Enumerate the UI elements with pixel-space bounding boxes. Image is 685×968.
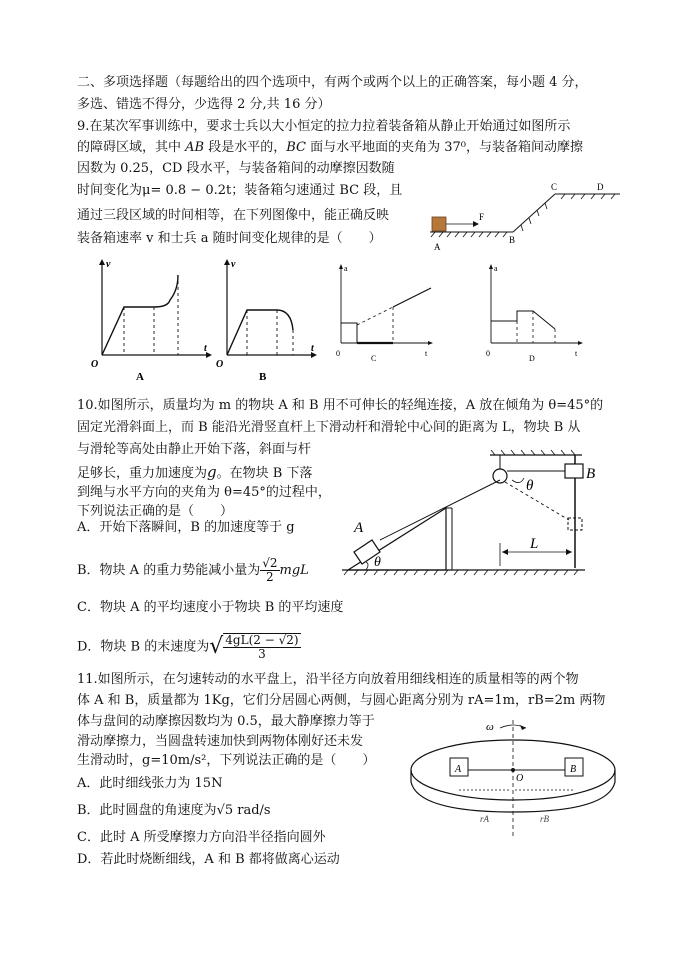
svg-text:0: 0 <box>336 349 340 358</box>
section-title-line2: 多选、错选不得分，少选得 2 分,共 16 分） <box>77 97 331 112</box>
q11-option-d: D．若此时烧断细线，A 和 B 都将做离心运动 <box>77 852 340 867</box>
svg-text:D: D <box>597 182 604 192</box>
svg-text:t: t <box>311 343 314 354</box>
q11-turntable-diagram <box>408 718 623 838</box>
q11-line2: 体 A 和 B，质量都为 1Kg，它们分居圆心两侧，与圆心距离分别为 rA=1m，rB=2m 两物 <box>77 693 606 708</box>
svg-text:B: B <box>586 466 596 482</box>
q9-graph-b <box>213 255 323 385</box>
svg-text:B: B <box>509 235 516 245</box>
q9-graph-d <box>483 263 588 363</box>
pulley <box>493 469 507 483</box>
q9-line4: 时间变化为μ= 0.8 − 0.2t；装备箱匀速通过 BC 段，且 <box>77 183 403 198</box>
svg-text:A: A <box>455 764 462 775</box>
q9-formula: μ= 0.8 − 0.2t <box>142 183 232 198</box>
svg-text:θ: θ <box>526 478 534 494</box>
q10-line1: 10.如图所示，质量均为 m 的物块 A 和 B 用不可伸长的轻绳连接，A 放在倾角为 θ=45°的 <box>77 398 604 413</box>
q10-line3: 与滑轮等高处由静止开始下落，斜面与杆 <box>77 442 312 457</box>
svg-text:t: t <box>425 349 428 358</box>
q10-line6: 下列说法正确的是（ ） <box>77 504 234 519</box>
q10-line2: 固定光滑斜面上，而 B 能沿光滑竖直杆上下滑动杆和滑轮中心间的距离为 L，物块 B 从 <box>77 420 581 435</box>
q9-line5: 通过三段区域的时间相等，在下列图像中，能正确反映 <box>77 208 390 223</box>
svg-text:L: L <box>530 536 539 552</box>
svg-text:rA: rA <box>480 814 489 824</box>
svg-text:D: D <box>529 354 535 363</box>
q10-incline-pulley-diagram <box>340 448 600 578</box>
q9-graph-a <box>88 255 218 385</box>
svg-text:v: v <box>231 259 236 270</box>
svg-text:B: B <box>570 764 577 775</box>
block-b <box>565 464 583 478</box>
q10-option-c: C．物块 A 的平均速度小于物块 B 的平均速度 <box>77 600 344 615</box>
svg-text:A: A <box>136 371 144 383</box>
svg-text:v: v <box>106 259 111 270</box>
q11-option-a: A．此时细线张力为 15N <box>77 776 223 791</box>
q11-line3: 体与盘间的动摩擦因数均为 0.5，最大静摩擦力等于 <box>77 714 375 729</box>
svg-text:B: B <box>259 371 267 383</box>
svg-text:a: a <box>344 264 348 273</box>
svg-text:a: a <box>494 264 498 273</box>
q9-terrain-diagram <box>425 182 625 252</box>
svg-text:O: O <box>516 773 524 784</box>
svg-text:0: 0 <box>486 349 490 358</box>
q9-graph-c <box>333 263 438 363</box>
svg-text:ω: ω <box>486 721 494 733</box>
svg-text:O: O <box>216 359 224 370</box>
q9-line2: 的障碍区域，其中 AB 段是水平的，BC 面与水平地面的夹角为 37⁰，与装备箱间动摩擦 <box>77 140 584 155</box>
q9-line1: 9.在某次军事训练中，要求士兵以大小恒定的拉力拉着装备箱从静止开始通过如图所示 <box>77 119 571 134</box>
section-title-line1: 二、多项选择题（每题给出的四个选项中，有两个或两个以上的正确答案，每小题 4 分， <box>77 75 588 90</box>
svg-text:t: t <box>575 349 578 358</box>
svg-text:C: C <box>371 354 377 363</box>
svg-text:θ: θ <box>374 555 381 570</box>
q10-option-b: B．物块 A 的重力势能减小量为 $\frac{√2}{2}$ mgL <box>77 556 309 584</box>
svg-text:t: t <box>204 343 207 354</box>
svg-text:A: A <box>354 520 364 536</box>
q9-line3: 因数为 0.25，CD 段水平，与装备箱间的动摩擦因数随 <box>77 161 395 176</box>
q10-option-d: D．物块 B 的末速度为√ $\frac{4gL(2 - √2)}{3}$ <box>77 633 299 661</box>
q11-line4: 滑动摩擦力，当圆盘转速加快到两物体刚好还未发 <box>77 734 364 749</box>
svg-text:C: C <box>551 182 558 192</box>
q10-line5: 到绳与水平方向的夹角为 θ=45°的过程中， <box>77 485 331 500</box>
q11-line1: 11.如图所示，在匀速转动的水平盘上，沿半径方向放着用细线相连的质量相等的两个物 <box>77 672 579 687</box>
svg-text:rB: rB <box>540 814 549 824</box>
equipment-box <box>432 217 446 231</box>
svg-text:F: F <box>479 212 485 222</box>
q11-option-c: C．此时 A 所受摩擦力方向沿半径指向圆外 <box>77 830 326 845</box>
q11-line5: 生滑动时，g=10m/s²，下列说法正确的是（ ） <box>77 753 376 768</box>
svg-text:A: A <box>434 242 441 252</box>
q10-option-a: A．开始下落瞬间，B 的加速度等于 g <box>77 520 295 535</box>
q9-line6: 装备箱速率 v 和士兵 a 随时间变化规律的是（ ） <box>77 231 382 246</box>
q10-line4: 足够长，重力加速度为g。在物块 B 下落 <box>77 463 313 481</box>
svg-text:O: O <box>91 359 99 370</box>
q11-option-b: B．此时圆盘的角速度为√5 rad/s <box>77 803 271 818</box>
